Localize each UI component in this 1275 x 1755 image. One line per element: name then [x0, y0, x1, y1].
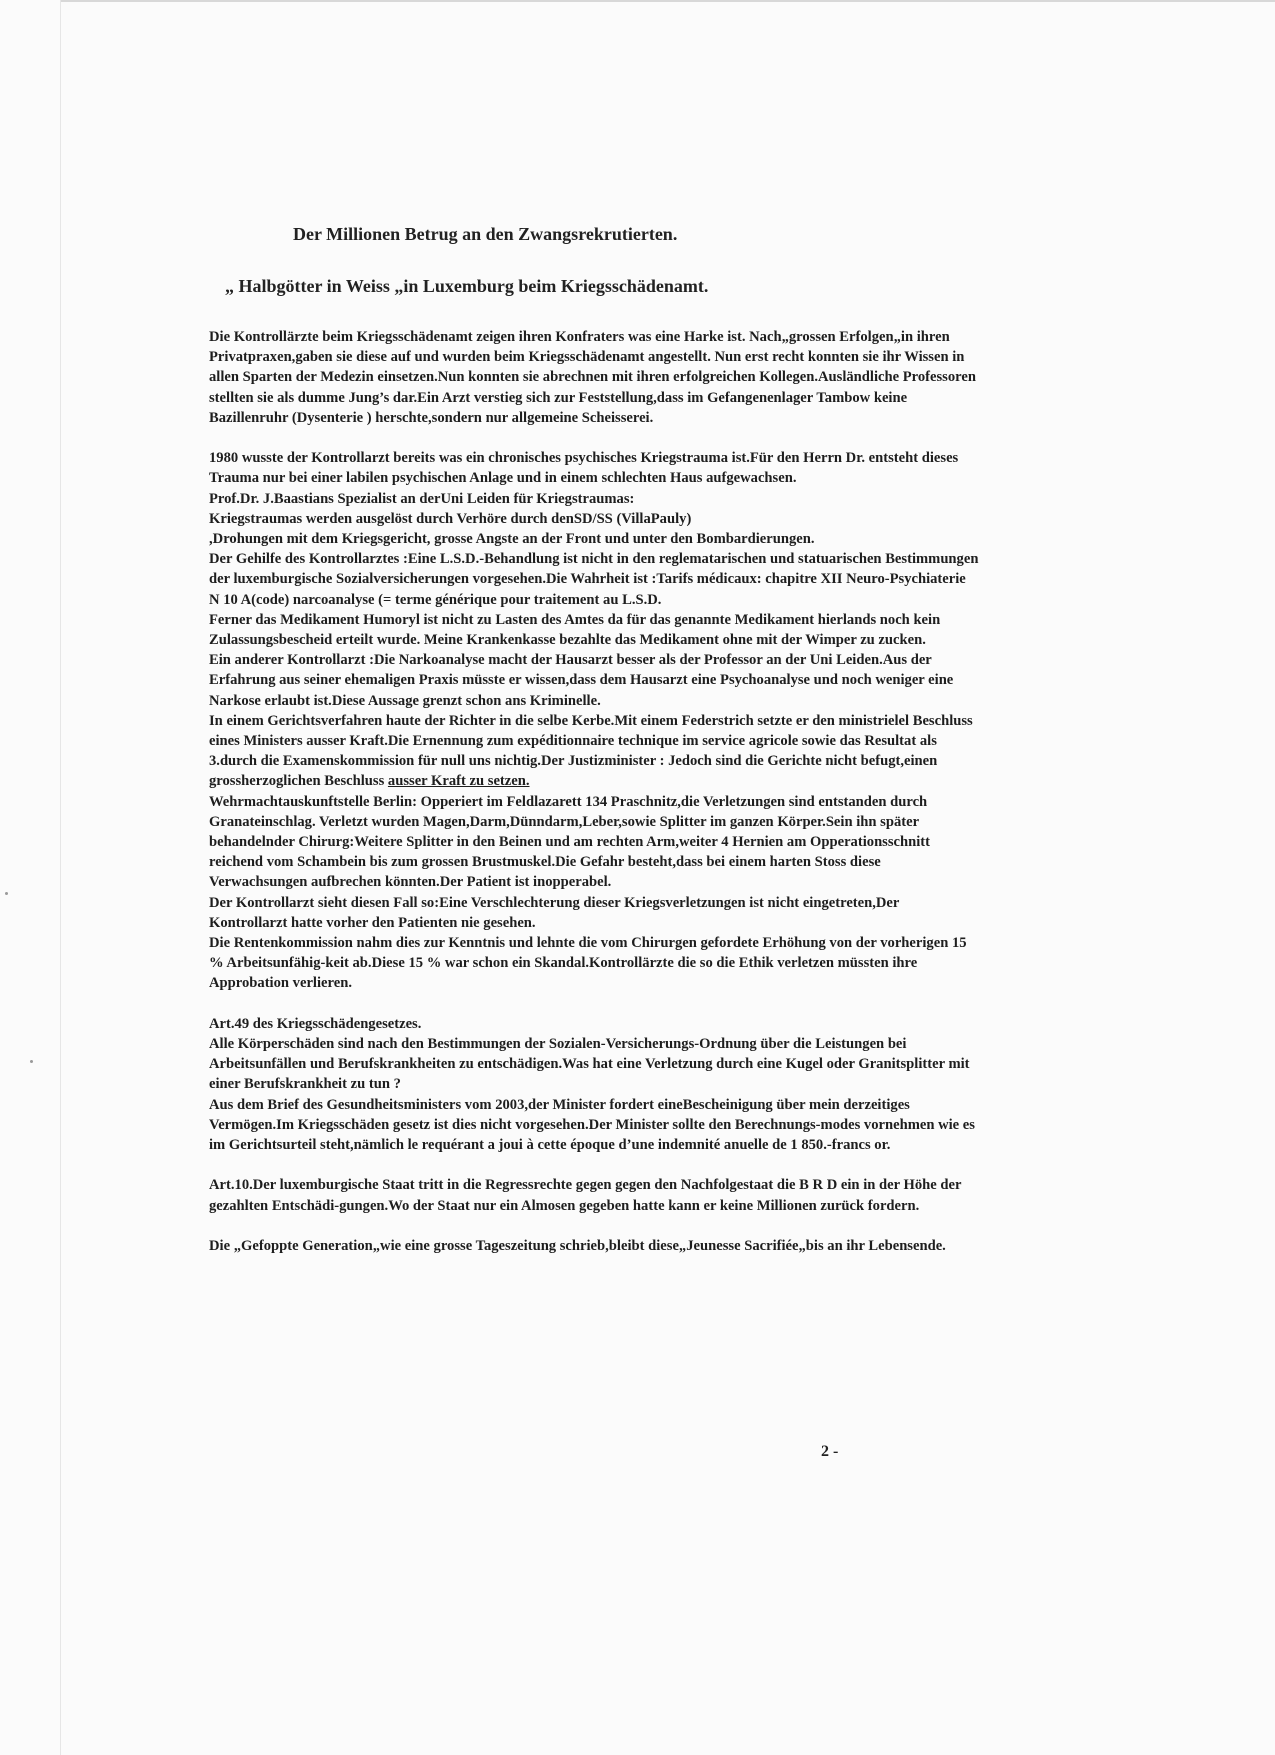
body-line: Kriegstraumas werden ausgelöst durch Verhöre durch denSD/SS (VillaPauly) [209, 510, 692, 527]
body-line: Kontrollarzt hatte vorher den Patienten nie gesehen. [209, 914, 536, 931]
body-line: Der Kontrollarzt sieht diesen Fall so:Eine Verschlechterung dieser Kriegsverletzungen ist nicht eingetreten,Der [209, 894, 900, 911]
body-line: In einem Gerichtsverfahren haute der Richter in die selbe Kerbe.Mit einem Federstrich setzte er den ministrielel Beschluss [209, 712, 973, 729]
underlined-phrase: ausser Kraft zu setzen. [387, 773, 530, 790]
body-line-underlined [209, 771, 1159, 791]
body-line: Die Kontrollärzte beim Kriegsschädenamt zeigen ihren Konfraters was eine Harke ist. Nach„grossen Erfolgen„in ihren [209, 329, 950, 345]
body-line: Die Rentenkommission nahm dies zur Kenntnis und lehnte die vom Chirurgen gefordete Erhöhung von der vorherigen 15 [209, 935, 967, 952]
body-line: Verwachsungen aufbrechen könnten.Der Patient ist inopperabel. [209, 874, 612, 891]
body-block-top [209, 327, 1159, 771]
scan-speck [5, 892, 8, 895]
body-line: Bazillenruhr (Dysenterie ) herschte,sondern nur allgemeine Scheisserei. [209, 409, 654, 426]
body-line: Erfahrung aus seiner ehemaligen Praxis müsste er wissen,dass dem Hausarzt eine Psychoanalyse und noch weniger eine [209, 672, 954, 689]
body-line: Aus dem Brief des Gesundheitsministers vom 2003,der Minister fordert eineBescheinigung über mein derzeitiges [209, 1096, 910, 1113]
body-line: Prof.Dr. J.Baastians Spezialist an derUni Leiden für Kriegstraumas: [209, 490, 635, 507]
body-line: 1980 wusste der Kontrollarzt bereits was ein chronisches psychisches Kriegstrauma ist.Für den Herrn Dr. entsteht dieses [209, 450, 959, 467]
document-body [209, 327, 1159, 1256]
body-block-bottom [209, 792, 1159, 1257]
body-line: Wehrmachtauskunftstelle Berlin: Opperiert im Feldlazarett 134 Praschnitz,die Verletzungen sind entstanden durch [209, 793, 928, 810]
scan-speck [30, 1060, 33, 1063]
body-line: Privatpraxen,gaben sie diese auf und wurden beim Kriegsschädenamt angestellt. Nun erst recht konnten sie ihr Wissen in [209, 349, 965, 366]
body-line: N 10 A(code) narcoanalyse (= terme générique pour traitement au L.S.D. [209, 591, 662, 608]
body-line: Art.10.Der luxemburgische Staat tritt in die Regressrechte gegen gegen den Nachfolgestaat die B R D ein in der Höhe der [209, 1177, 962, 1194]
body-line: % Arbeitsunfähig-keit ab.Diese 15 % war schon ein Skandal.Kontrollärzte die so die Ethik verletzen müssten ihre [209, 955, 918, 972]
body-line: einer Berufskrankheit zu tun ? [209, 1076, 401, 1093]
body-line: Die „Gefoppte Generation„wie eine grosse Tageszeitung schrieb,bleibt diese„Jeunesse Sacrifiée„bis an ihr Lebensende. [209, 1238, 946, 1255]
body-line: Der Gehilfe des Kontrollarztes :Eine L.S.D.-Behandlung ist nicht in den reglematarischen und statuarischen Bestimmungen [209, 551, 979, 568]
blank-line [209, 1216, 1159, 1236]
blank-line [209, 994, 1159, 1014]
blank-line [209, 428, 1159, 448]
body-line: Ferner das Medikament Humoryl ist nicht zu Lasten des Amtes da für das genannte Medikament hierlands noch kein [209, 611, 941, 628]
body-line: Approbation verlieren. [209, 975, 352, 992]
underlined-line-prefix: grossherzoglichen Beschluss [209, 773, 388, 790]
body-line: eines Ministers ausser Kraft.Die Ernennung zum expéditionnaire technique im service agricole sowie das Resultat als [209, 733, 937, 750]
body-line: Zulassungsbescheid erteilt wurde. Meine Krankenkasse bezahlte das Medikament ohne mit der Wimper zu zucken. [209, 632, 926, 649]
document-title: Der Millionen Betrug an den Zwangsrekrutierten. [293, 224, 678, 244]
body-line: allen Sparten der Medezin einsetzen.Nun konnten sie abrechnen mit ihren erfolgreichen Kollegen.Ausländliche Professoren [209, 369, 976, 386]
body-line: der luxemburgische Sozialversicherungen vorgesehen.Die Wahrheit ist :Tarifs médicaux: chapitre XII Neuro-Psychiaterie [209, 571, 966, 588]
scan-edge-left [60, 0, 61, 1755]
body-line: reichend vom Schambein bis zum grossen Brustmuskel.Die Gefahr besteht,dass bei einem harten Stoss diese [209, 854, 881, 871]
document-subtitle: „ Halbgötter in Weiss „in Luxemburg beim Kriegsschädenamt. [225, 276, 709, 296]
body-line: ,Drohungen mit dem Kriegsgericht, grosse Angste an der Front und unter den Bombardierungen. [209, 531, 815, 548]
page-number: 2 - [821, 1443, 839, 1460]
body-line: Vermögen.Im Kriegsschäden gesetz ist dies nicht vorgesehen.Der Minister sollte den Berechnungs-modes vornehmen wie es [209, 1116, 975, 1133]
body-line: stellten sie als dumme Jung’s dar.Ein Arzt verstieg sich zur Feststellung,dass im Gefangenenlager Tambow keine [209, 389, 908, 406]
body-line: gezahlten Entschädi-gungen.Wo der Staat nur ein Almosen gegeben hatte kann er keine Millionen zurück fordern. [209, 1197, 920, 1214]
body-line: Trauma nur bei einer labilen psychischen Anlage und in einem schlechten Haus aufgewachsen. [209, 470, 797, 487]
body-line: 3.durch die Examenskommission für null uns nichtig.Der Justizminister : Jedoch sind die Gerichte nicht befugt,einen [209, 753, 938, 770]
body-line: Alle Körperschäden sind nach den Bestimmungen der Sozialen-Versicherungs-Ordnung über die Leistungen bei [209, 1036, 907, 1053]
body-line: Granateinschlag. Verletzt wurden Magen,Darm,Dünndarm,Leber,sowie Splitter im ganzen Körper.Sein ihn später [209, 813, 920, 830]
body-line: Narkose erlaubt ist.Diese Aussage grenzt schon ans Kriminelle. [209, 692, 601, 709]
body-line: Ein anderer Kontrollarzt :Die Narkoanalyse macht der Hausarzt besser als der Professor an der Uni Leiden.Aus der [209, 652, 932, 669]
body-line: im Gerichtsurteil steht,nämlich le requérant a joui à cette époque d’une indemnité anuelle de 1 850.-francs or. [209, 1137, 891, 1154]
blank-line [209, 1155, 1159, 1175]
body-line: Art.49 des Kriegsschädengesetzes. [209, 1015, 422, 1032]
body-line: behandelnder Chirurg:Weitere Splitter in den Beinen und am rechten Arm,weiter 4 Hernien am Opperationsschnitt [209, 834, 931, 851]
body-line: Arbeitsunfällen und Berufskrankheiten zu entschädigen.Was hat eine Verletzung durch eine Kugel oder Granitsplitter mit [209, 1056, 970, 1073]
scan-edge-top [60, 0, 1275, 2]
